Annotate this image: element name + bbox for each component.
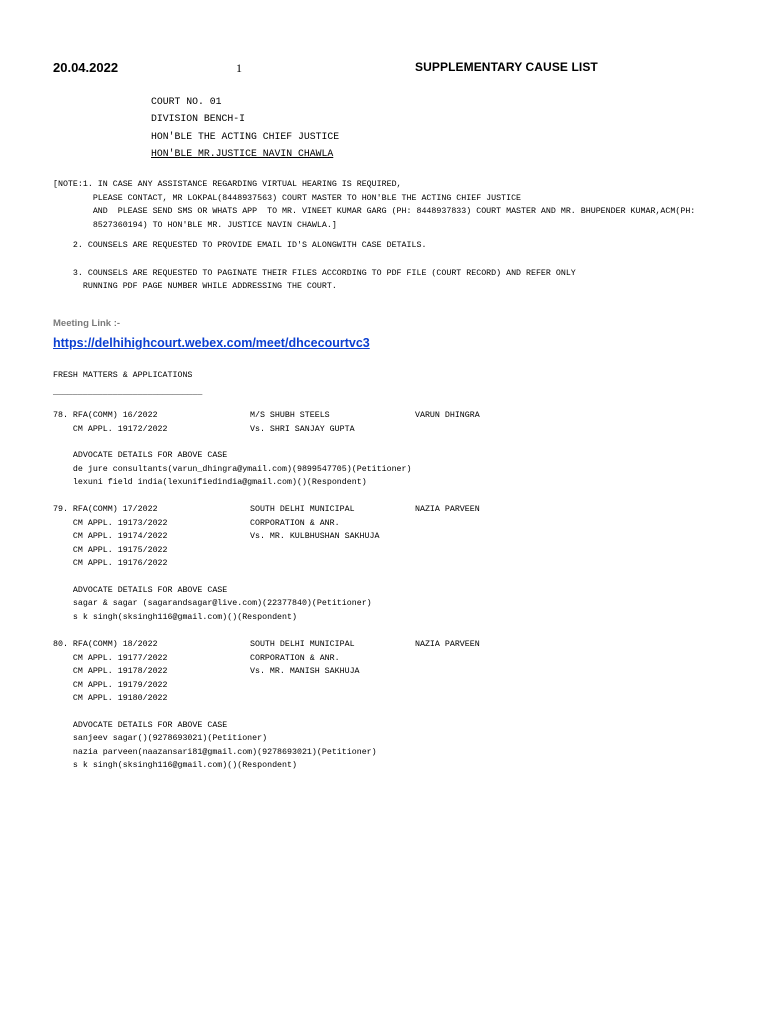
case-row [53, 665, 535, 679]
page-number: 1 [236, 61, 242, 75]
party-name: SOUTH DELHI MUNICIPAL [250, 640, 355, 649]
bench-name: DIVISION BENCH-I [151, 113, 246, 124]
notes-block [53, 178, 695, 294]
meeting-link-label: Meeting Link :- [53, 318, 121, 329]
section-title: FRESH MATTERS & APPLICATIONS [53, 371, 193, 380]
case-number: CM APPL. 19180/2022 [53, 694, 168, 703]
case-number: CM APPL. 19178/2022 [53, 667, 168, 676]
case-number: 79. RFA(COMM) 17/2022 [53, 505, 158, 514]
case-number: CM APPL. 19173/2022 [53, 518, 168, 528]
party-name: CORPORATION & ANR. [250, 518, 340, 528]
note-line: AND PLEASE SEND SMS OR WHATS APP TO MR. VINEET KUMAR GARG (PH: 8448937833) COURT MASTER AND MR. BHUPENDER KUMAR,ACM(PH: [53, 207, 696, 216]
case-row [53, 544, 535, 558]
advocate-name [415, 557, 535, 571]
meeting-link[interactable]: https://delhihighcourt.webex.com/meet/dhcecourtvc3 [53, 336, 370, 350]
court-number: COURT NO. 01 [151, 96, 222, 107]
case-row [53, 557, 535, 571]
party-name [250, 692, 415, 706]
case-row [53, 692, 535, 706]
party-name [250, 544, 415, 558]
judge-2: HON'BLE MR.JUSTICE NAVIN CHAWLA [151, 148, 334, 159]
advocate-detail: de jure consultants(varun_dhingra@ymail.com)(9899547705)(Petitioner) [53, 464, 412, 474]
judge-1: HON'BLE THE ACTING CHIEF JUSTICE [151, 131, 340, 142]
case-number: CM APPL. 19172/2022 [53, 424, 168, 434]
advocate-name [415, 530, 535, 544]
case-number: CM APPL. 19179/2022 [53, 680, 168, 690]
party-name: Vs. MR. MANISH SAKHUJA [250, 667, 360, 676]
advocate-name [415, 665, 535, 679]
party-name: Vs. SHRI SANJAY GUPTA [250, 424, 355, 434]
case-row [53, 679, 535, 693]
case-entry [53, 503, 535, 624]
note-line: 8527360194) TO HON'BLE MR. JUSTICE NAVIN CHAWLA.] [53, 220, 337, 230]
advocate-name [415, 517, 535, 531]
note-line: [NOTE:1. IN CASE ANY ASSISTANCE REGARDING VIRTUAL HEARING IS REQUIRED, [53, 180, 402, 189]
advocate-name: VARUN DHINGRA [415, 411, 480, 420]
cause-list-date: 20.04.2022 [53, 60, 119, 75]
note-line: 3. COUNSELS ARE REQUESTED TO PAGINATE THEIR FILES ACCORDING TO PDF FILE (COURT RECORD) AND REFER ONLY [53, 268, 576, 278]
party-name: M/S SHUBH STEELS [250, 411, 330, 420]
party-name [250, 557, 415, 571]
advocate-details-header: ADVOCATE DETAILS FOR ABOVE CASE [53, 451, 228, 460]
advocate-name [415, 692, 535, 706]
advocate-detail: nazia parveen(naazansari81@gmail.com)(9278693021)(Petitioner) [53, 747, 377, 757]
party-name [250, 679, 415, 693]
advocate-name [415, 679, 535, 693]
case-row [53, 517, 535, 531]
advocate-name [415, 652, 535, 666]
party-name: CORPORATION & ANR. [250, 653, 340, 663]
advocate-detail: sagar & sagar (sagarandsagar@live.com)(22377840)(Petitioner) [53, 599, 372, 608]
advocate-details-header: ADVOCATE DETAILS FOR ABOVE CASE [53, 720, 228, 730]
case-number: 78. RFA(COMM) 16/2022 [53, 411, 158, 420]
case-number: CM APPL. 19176/2022 [53, 559, 168, 568]
case-row [53, 423, 535, 437]
advocate-name: NAZIA PARVEEN [415, 640, 480, 649]
case-row [53, 638, 535, 652]
advocate-details-header: ADVOCATE DETAILS FOR ABOVE CASE [53, 585, 228, 595]
advocate-name: NAZIA PARVEEN [415, 505, 480, 514]
case-row [53, 530, 535, 544]
section-rule: ______________________________ [53, 388, 203, 397]
case-number: 80. RFA(COMM) 18/2022 [53, 640, 158, 649]
case-row [53, 652, 535, 666]
cause-list-title: SUPPLEMENTARY CAUSE LIST [415, 60, 598, 74]
case-entry [53, 409, 535, 490]
party-name: SOUTH DELHI MUNICIPAL [250, 505, 355, 514]
advocate-detail: sanjeev sagar()(9278693021)(Petitioner) [53, 734, 268, 743]
case-row [53, 409, 535, 423]
note-line: PLEASE CONTACT, MR LOKPAL(8448937563) COURT MASTER TO HON'BLE THE ACTING CHIEF JUSTICE [53, 193, 522, 203]
advocate-name [415, 544, 535, 558]
case-number: CM APPL. 19177/2022 [53, 653, 168, 663]
advocate-detail: lexuni field india(lexunifiedindia@gmail.com)()(Respondent) [53, 478, 367, 487]
note-line: 2. COUNSELS ARE REQUESTED TO PROVIDE EMAIL ID'S ALONGWITH CASE DETAILS. [53, 241, 427, 250]
case-entry [53, 638, 535, 773]
party-name: Vs. MR. KULBHUSHAN SAKHUJA [250, 532, 380, 541]
advocate-detail: s k singh(sksingh116@gmail.com)()(Respondent) [53, 761, 297, 770]
advocate-name [415, 423, 535, 437]
advocate-detail: s k singh(sksingh116@gmail.com)()(Respondent) [53, 612, 297, 622]
case-number: CM APPL. 19175/2022 [53, 545, 168, 555]
note-line: RUNNING PDF PAGE NUMBER WHILE ADDRESSING THE COURT. [53, 282, 337, 291]
case-row [53, 503, 535, 517]
case-number: CM APPL. 19174/2022 [53, 532, 168, 541]
